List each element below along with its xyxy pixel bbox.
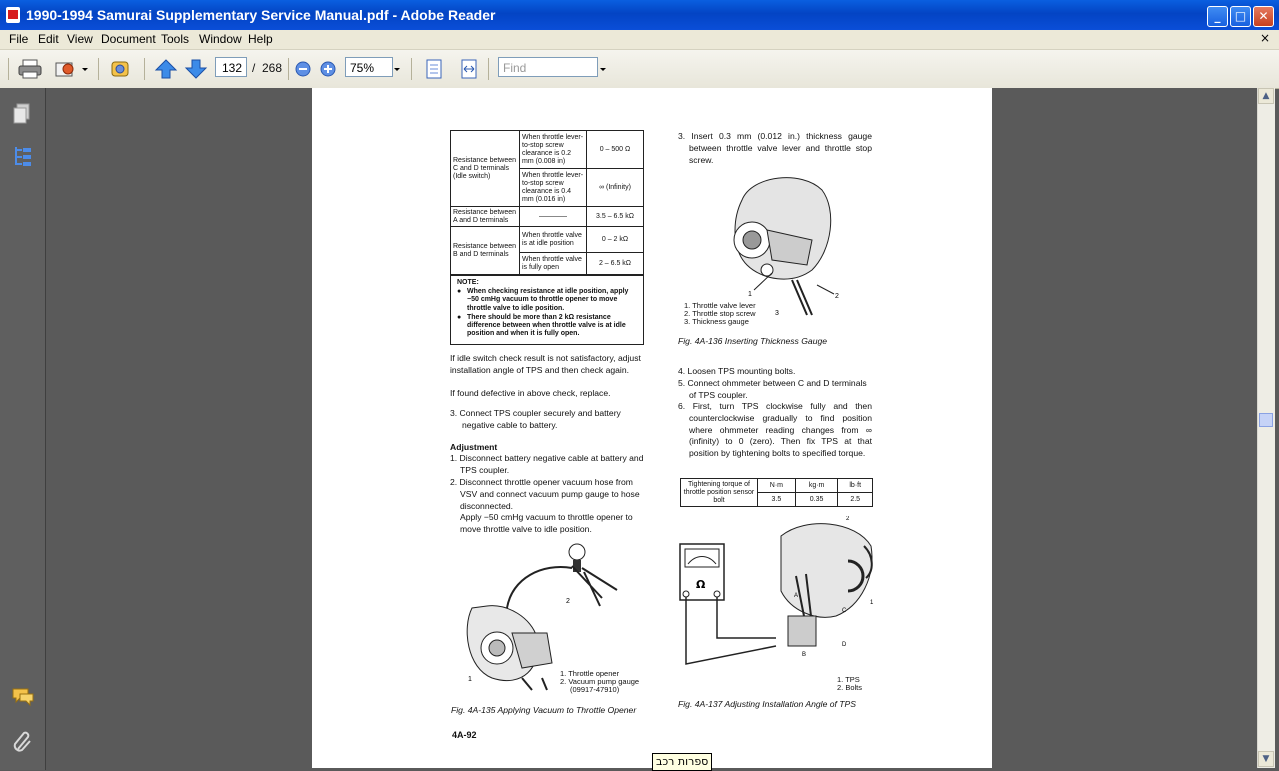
right-step-5: 5. Connect ohmmeter between C and D terminals of TPS coupler. xyxy=(678,378,867,400)
figure-legend: 1. Throttle opener xyxy=(560,669,620,678)
minimize-button[interactable]: _ xyxy=(1207,6,1228,27)
fit-page-icon[interactable] xyxy=(421,57,447,81)
table-cell: Resistance between C and D terminals (Idle switch) xyxy=(451,131,520,207)
paragraph: If idle switch check result is not satisfactory, adjust installation angle of TPS and then check again. xyxy=(450,353,641,375)
thickness-gauge-illustration xyxy=(712,170,852,320)
table-cell: 0 – 2 kΩ xyxy=(587,227,644,253)
toolbar-separator xyxy=(488,58,489,80)
table-cell: Tightening torque of throttle position sensor bolt xyxy=(681,479,758,507)
paragraph: If found defective in above check, replace. xyxy=(450,388,611,398)
note-box: NOTE: ● When checking resistance at idle position, apply −50 cmHg vacuum to throttle opener to move throttle valve to idle position. ● There should be more than 2 kΩ resistance difference between when throttle valve is at idle position and when it is fully open. xyxy=(450,275,644,345)
table-cell: Resistance between B and D terminals xyxy=(451,227,520,275)
figure-legend: (09917-47910) xyxy=(570,685,620,694)
menu-bar xyxy=(0,30,1279,50)
adjustment-step-2: 2. Disconnect throttle opener vacuum hose from VSV and connect vacuum pump gauge to hose disconnected. xyxy=(450,477,640,511)
right-step-6: 6. First, turn TPS clockwise fully and then counterclockwise gradually to find position where ohmmeter reading changes from ∞ (infinity) to 0 (zero). Then fix TPS at that position by tightening bolts to specified torque. xyxy=(678,401,872,459)
page-number: 4A-92 xyxy=(452,730,477,740)
figure-legend: 3. Thickness gauge xyxy=(684,317,749,326)
table-cell: Resistance between A and D terminals xyxy=(451,207,520,227)
figure-caption: Fig. 4A-137 Adjusting Installation Angle of TPS xyxy=(678,699,857,709)
bookmarks-panel-icon[interactable] xyxy=(12,144,34,168)
toolbar-grip xyxy=(8,58,9,80)
scroll-up-button[interactable]: ▲ xyxy=(1258,88,1274,104)
menu-window[interactable]: Window xyxy=(199,32,242,46)
figure-legend: 2. Bolts xyxy=(837,683,863,692)
document-close-icon[interactable]: × xyxy=(1259,31,1270,45)
pdf-page xyxy=(312,88,992,768)
table-cell: lb·ft xyxy=(838,479,873,493)
maximize-button[interactable]: □ xyxy=(1230,6,1251,27)
figure-caption: Fig. 4A-135 Applying Vacuum to Throttle Opener xyxy=(451,705,637,715)
table-cell: When throttle valve is at idle position xyxy=(520,227,587,253)
zoom-level-select[interactable]: 75% xyxy=(345,57,393,77)
note-bullet: There should be more than 2 kΩ resistance difference between when throttle valve is at idle position and when it is fully open. xyxy=(467,313,626,338)
right-step-4: 4. Loosen TPS mounting bolts. xyxy=(678,366,796,376)
table-cell: 3.5 xyxy=(758,493,796,507)
ohmmeter-tps-illustration xyxy=(676,516,876,676)
section-heading: Adjustment xyxy=(450,442,498,452)
toolbar-separator xyxy=(144,58,145,80)
attachments-icon[interactable] xyxy=(12,730,34,754)
hand-tool-icon[interactable] xyxy=(107,57,133,81)
callout-label: B xyxy=(802,652,807,658)
navigation-pane xyxy=(0,88,46,770)
adjustment-step-1: 1. Disconnect battery negative cable at battery and TPS coupler. xyxy=(450,453,644,475)
callout-label: C xyxy=(842,608,847,614)
tooltip: ספרות רכב xyxy=(652,753,712,771)
menu-edit[interactable]: Edit xyxy=(38,32,59,46)
page-total: 268 xyxy=(262,61,283,75)
ohm-symbol: Ω xyxy=(696,578,706,591)
menu-document[interactable]: Document xyxy=(101,32,156,46)
toolbar-separator xyxy=(411,58,412,80)
toolbar-separator xyxy=(98,58,99,80)
table-cell: N·m xyxy=(758,479,796,493)
table-cell: 2 – 6.5 kΩ xyxy=(587,253,644,275)
table-cell: kg·m xyxy=(795,479,838,493)
zoom-in-icon[interactable] xyxy=(318,57,338,81)
callout-label: 3 xyxy=(775,310,779,317)
page-separator: / xyxy=(252,61,256,75)
note-bullet: When checking resistance at idle position, apply −50 cmHg vacuum to throttle opener to move throttle valve to idle position. xyxy=(467,288,629,312)
title-bar xyxy=(0,0,1279,30)
callout-label: 2 xyxy=(566,598,570,605)
toolbar-separator xyxy=(288,58,289,80)
menu-file[interactable]: File xyxy=(9,32,29,46)
torque-table xyxy=(680,478,873,507)
previous-page-icon[interactable] xyxy=(153,57,179,81)
scroll-thumb[interactable] xyxy=(1259,413,1273,427)
callout-label: 1 xyxy=(748,291,752,298)
vertical-scrollbar[interactable] xyxy=(1257,88,1275,768)
fit-width-icon[interactable] xyxy=(456,57,482,81)
chevron-down-icon[interactable] xyxy=(79,57,91,81)
table-cell: 2.5 xyxy=(838,493,873,507)
adobe-reader-icon xyxy=(6,7,20,23)
chevron-down-icon[interactable] xyxy=(391,57,403,81)
callout-label: 2 xyxy=(846,516,850,522)
callout-label: 1 xyxy=(870,600,874,606)
close-button[interactable]: ✕ xyxy=(1253,6,1274,27)
adjustment-step-2b: Apply −50 cmHg vacuum to throttle opener to move throttle valve to idle position. xyxy=(460,512,633,534)
menu-tools[interactable]: Tools xyxy=(161,32,190,46)
step-3: 3. Connect TPS coupler securely and battery negative cable to battery. xyxy=(450,408,621,430)
table-cell: 3.5 – 6.5 kΩ xyxy=(587,207,644,227)
callout-label: 2 xyxy=(835,293,839,300)
note-heading: NOTE: xyxy=(457,279,479,286)
window-title: 1990-1994 Samurai Supplementary Service Manual.pdf - Adobe Reader xyxy=(26,7,496,23)
figure-legend: 1. Throttle valve lever xyxy=(684,301,756,310)
table-cell: 0 – 500 Ω xyxy=(587,131,644,169)
table-cell: When throttle valve is fully open xyxy=(520,253,587,275)
figure-legend: 2. Vacuum pump gauge xyxy=(560,677,640,686)
figure-caption: Fig. 4A-136 Inserting Thickness Gauge xyxy=(678,336,828,346)
figure-legend: 2. Throttle stop screw xyxy=(684,309,756,318)
table-cell: ———— xyxy=(520,207,587,227)
table-cell: ∞ (Infinity) xyxy=(587,169,644,207)
resistance-table xyxy=(450,130,644,275)
menu-view[interactable]: View xyxy=(67,32,93,46)
chevron-down-icon[interactable] xyxy=(597,57,609,81)
find-input[interactable]: Find xyxy=(498,57,598,77)
toolbar xyxy=(0,50,1279,89)
callout-label: 1 xyxy=(468,676,472,683)
table-cell: When throttle lever-to-stop screw clearance is 0.2 mm (0.008 in) xyxy=(520,131,587,169)
table-cell: When throttle lever-to-stop screw clearance is 0.4 mm (0.016 in) xyxy=(520,169,587,207)
table-cell: 0.35 xyxy=(795,493,838,507)
comments-icon[interactable] xyxy=(11,686,35,708)
document-view[interactable] xyxy=(46,88,1257,768)
zoom-out-icon[interactable] xyxy=(293,57,313,81)
next-page-icon[interactable] xyxy=(183,57,209,81)
pages-panel-icon[interactable] xyxy=(12,102,34,126)
callout-label: D xyxy=(842,642,847,648)
right-step-3: 3. Insert 0.3 mm (0.012 in.) thickness gauge between throttle valve lever and throttle stop screw. xyxy=(678,131,872,165)
figure-legend: 1. TPS xyxy=(837,675,860,684)
page-number-input[interactable]: 132 xyxy=(215,57,247,77)
print-icon[interactable] xyxy=(17,57,43,81)
scroll-down-button[interactable]: ▼ xyxy=(1258,751,1274,767)
callout-label: A xyxy=(794,593,799,599)
menu-help[interactable]: Help xyxy=(248,32,273,46)
email-icon[interactable] xyxy=(53,57,79,81)
